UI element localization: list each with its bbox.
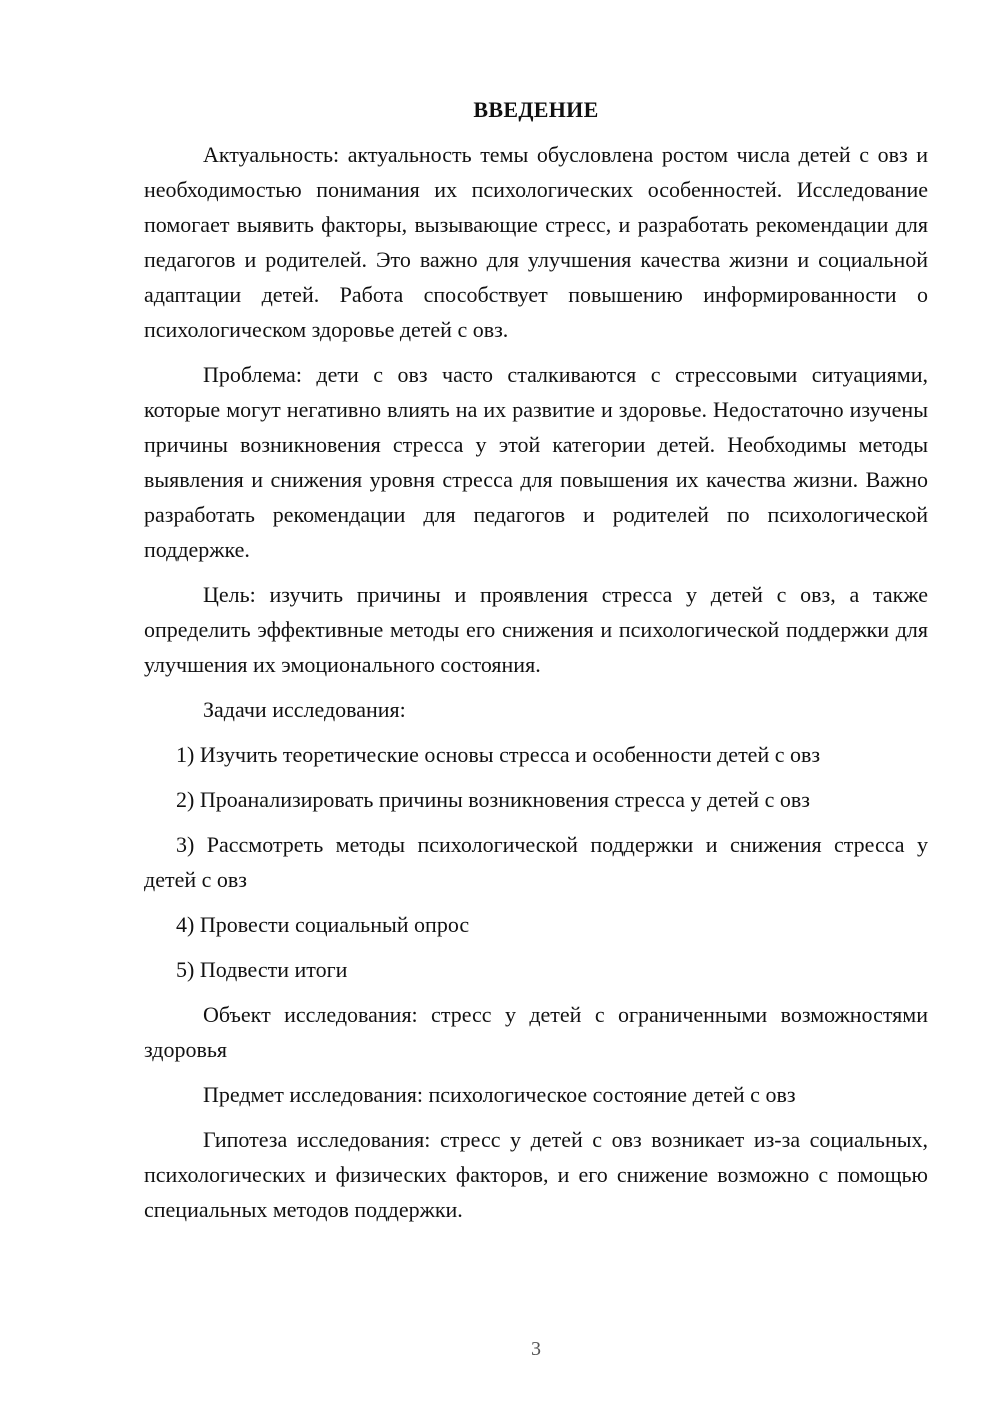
task-item: 1) Изучить теоретические основы стресса и особенности детей с овз xyxy=(176,742,821,767)
goal-paragraph: Цель: изучить причины и проявления стресса у детей с овз, а также определить эффективные методы его снижения и психологической поддержки для улучшения их эмоционального состояния. xyxy=(144,582,928,677)
section-title: ВВЕДЕНИЕ xyxy=(473,97,599,122)
subject-paragraph: Предмет исследования: психологическое состояние детей с овз xyxy=(203,1082,796,1107)
problem-paragraph: Проблема: дети с овз часто сталкиваются с стрессовыми ситуациями, которые могут негативно влиять на их развитие и здоровье. Недостаточно изучены причины возникновения стресса у этой категории детей. Необходимы методы выявления и снижения уровня стресса для повышения их качества жизни. Важно разработать рекомендации для педагогов и родителей по психологической поддержке. xyxy=(144,362,928,562)
hypothesis-paragraph: Гипотеза исследования: стресс у детей с овз возникает из-за социальных, психологических и физических факторов, и его снижение возможно с помощью специальных методов поддержки. xyxy=(144,1127,928,1222)
page-content xyxy=(144,92,928,1237)
object-paragraph: Объект исследования: стресс у детей с ограниченными возможностями здоровья xyxy=(144,1002,928,1062)
task-item: 5) Подвести итоги xyxy=(176,957,348,982)
task-item: 2) Проанализировать причины возникновения стресса у детей с овз xyxy=(176,787,810,812)
page-number: 3 xyxy=(531,1338,541,1360)
task-item: 3) Рассмотреть методы психологической поддержки и снижения стресса у детей с овз xyxy=(144,832,928,892)
tasks-heading: Задачи исследования: xyxy=(203,697,406,722)
task-item: 4) Провести социальный опрос xyxy=(176,912,470,937)
relevance-paragraph: Актуальность: актуальность темы обусловлена ростом числа детей с овз и необходимостью понимания их психологических особенностей. Исследование помогает выявить факторы, вызывающие стресс, и разработать рекомендации для педагогов и родителей. Это важно для улучшения качества жизни и социальной адаптации детей. Работа способствует повышению информированности о психологическом здоровье детей с овз. xyxy=(144,142,928,342)
